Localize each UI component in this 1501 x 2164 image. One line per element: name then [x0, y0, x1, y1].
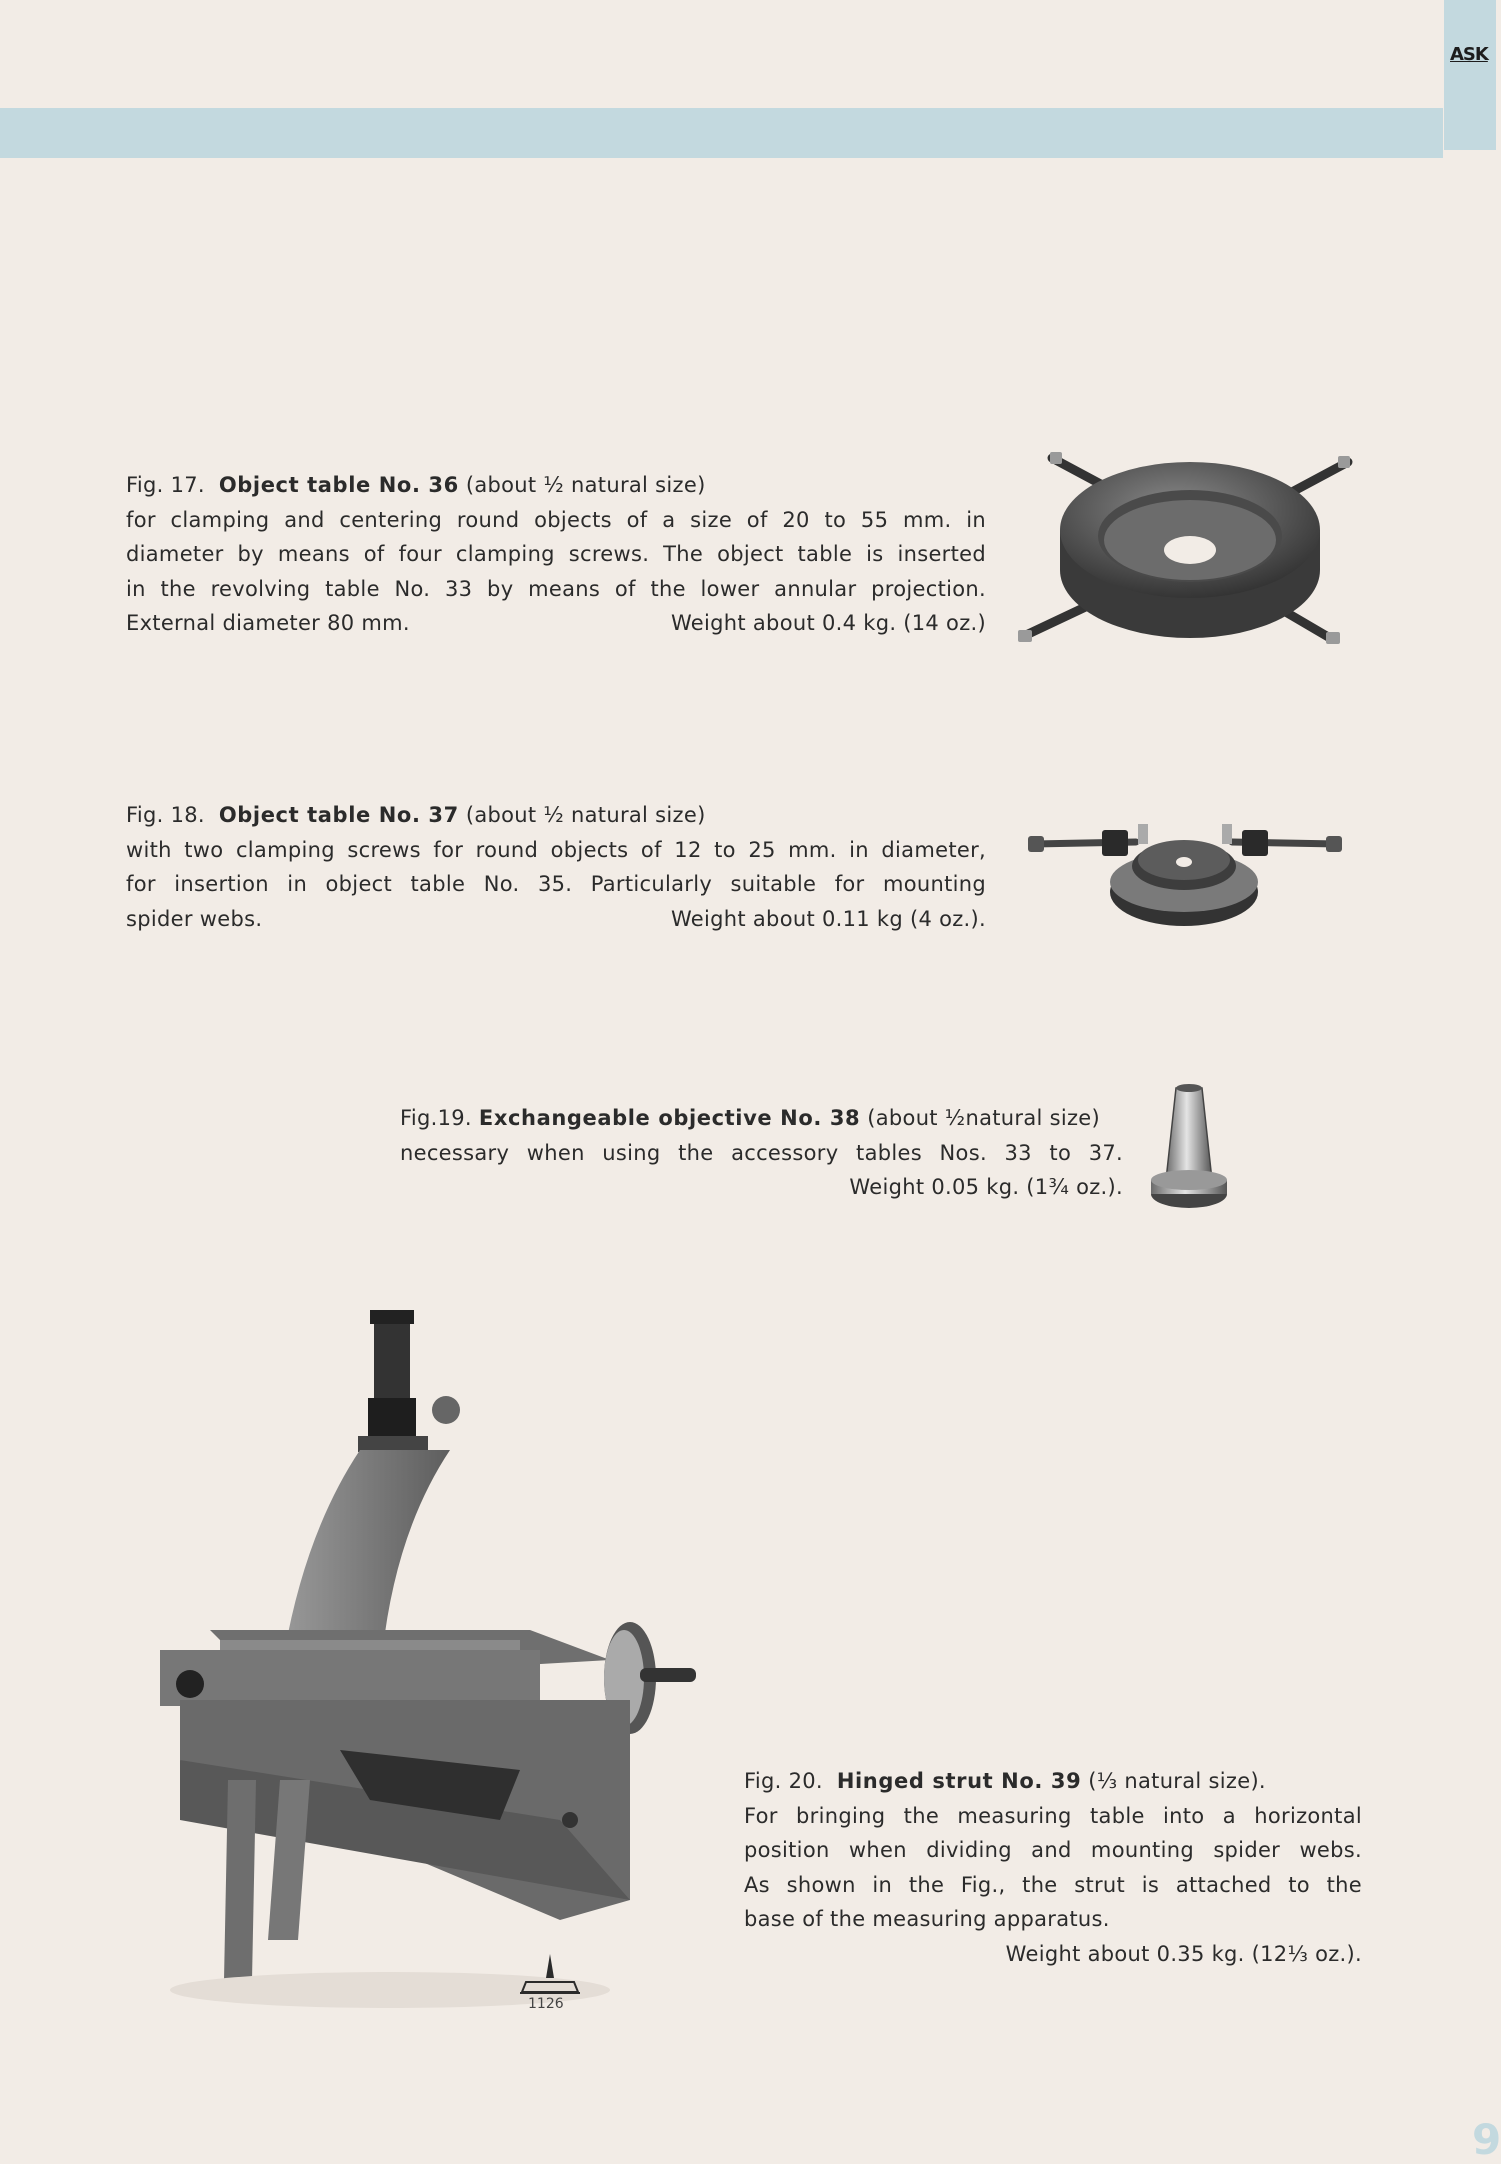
fig18-note: spider webs. — [126, 906, 263, 931]
fig17-line-1: for clamping and centering round objects of a size of 20 to 55 mm. in — [126, 507, 986, 532]
fig20-prefix: Fig. 20. — [744, 1769, 823, 1793]
fig19-scale: (about ½natural size) — [867, 1106, 1101, 1130]
fig19-title: Exchangeable objective No. 38 — [478, 1106, 861, 1130]
fig19-heading — [400, 1101, 1123, 1136]
fig17-prefix: Fig. 17. — [126, 473, 205, 497]
fig20-title: Hinged strut No. 39 — [836, 1769, 1082, 1793]
object-table-37-image — [1026, 814, 1346, 934]
object-table-36-image — [1010, 440, 1360, 660]
fig17-diameter: External diameter 80 mm. — [126, 611, 410, 635]
fig20-scale: (⅓ natural size). — [1088, 1769, 1266, 1793]
fig18-heading — [126, 798, 986, 833]
askania-plate-logo — [518, 1952, 582, 1996]
fig17-last-line — [126, 606, 986, 641]
fig20-heading — [744, 1764, 1362, 1799]
fig19-line-1: necessary when using the accessory tables Nos. 33 to 37. — [400, 1140, 1123, 1165]
fig17-weight: Weight about 0.4 kg. (14 oz.) — [670, 611, 986, 635]
fig17-heading — [126, 468, 986, 503]
fig18-line-1: with two clamping screws for round objects of 12 to 25 mm. in diameter, — [126, 837, 986, 862]
fig20-line-4: base of the measuring apparatus. — [744, 1907, 1110, 1931]
fig20-caption — [744, 1764, 1362, 1971]
fig17-scale: (about ½ natural size) — [465, 473, 706, 497]
fig19-prefix: Fig.19. — [400, 1106, 472, 1130]
fig17-title: Object table No. 36 — [218, 473, 459, 497]
fig20-line-2: position when dividing and mounting spider webs. — [744, 1838, 1362, 1862]
fig20-line-1: For bringing the measuring table into a horizontal — [744, 1803, 1362, 1828]
objective-38-image — [1146, 1080, 1232, 1216]
plate-number: 1126 — [528, 1996, 564, 2012]
fig18-line-2: for insertion in object table No. 35. Particularly suitable for mounting — [126, 872, 986, 896]
fig18-prefix: Fig. 18. — [126, 803, 205, 827]
fig17-line-3: in the revolving table No. 33 by means of the lower annular projection. — [126, 576, 986, 601]
fig17-line-2: diameter by means of four clamping screws. The object table is inserted — [126, 542, 986, 566]
hinged-strut-39-image — [140, 1300, 720, 2020]
fig19-weight: Weight 0.05 kg. (1¾ oz.). — [849, 1175, 1123, 1199]
fig18-weight: Weight about 0.11 kg (4 oz.). — [670, 906, 986, 931]
page-number: 9 — [1472, 2115, 1501, 2164]
fig20-line-3: As shown in the Fig., the strut is attached to the — [744, 1872, 1362, 1897]
fig18-title: Object table No. 37 — [218, 803, 459, 827]
fig18-last-line — [126, 902, 986, 937]
fig17-caption — [126, 468, 986, 641]
fig18-scale: (about ½ natural size) — [465, 803, 706, 827]
header-band — [0, 108, 1443, 158]
fig18-caption — [126, 798, 986, 936]
brand-logo: ASK — [1450, 44, 1488, 65]
fig19-caption — [400, 1101, 1123, 1205]
fig20-weight: Weight about 0.35 kg. (12⅓ oz.). — [1005, 1941, 1362, 1966]
